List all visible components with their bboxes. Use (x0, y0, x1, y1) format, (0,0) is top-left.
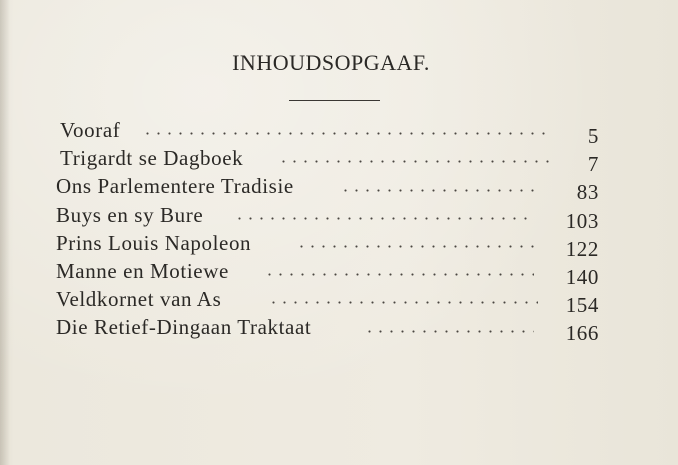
toc-entry (56, 313, 601, 346)
toc-entry-title: Die Retief-Dingaan Traktaat (56, 315, 312, 340)
table-of-contents (56, 116, 601, 346)
toc-entry (56, 172, 601, 205)
toc-entry-page: 7 (587, 152, 599, 177)
toc-entry-title: Prins Louis Napoleon (56, 230, 252, 255)
dot-leader (264, 273, 534, 276)
heading-divider (289, 100, 380, 101)
toc-entry-page: 103 (565, 208, 599, 233)
toc-entry-title: Veldkornet van As (56, 287, 222, 312)
dot-leader (142, 132, 552, 135)
toc-entry (56, 144, 601, 177)
dot-leader (278, 160, 550, 163)
toc-heading-text: INHOUDSOPGAAF. (232, 50, 430, 75)
toc-entry-title: Ons Parlementere Tradisie (56, 174, 294, 199)
toc-entry-title: Buys en sy Bure (56, 202, 204, 227)
dot-leader (364, 330, 534, 333)
toc-entry-page: 166 (565, 321, 599, 346)
toc-heading (0, 50, 678, 76)
dot-leader (234, 217, 534, 220)
toc-entry (56, 229, 601, 261)
toc-entry (56, 285, 601, 318)
toc-entry (56, 257, 601, 289)
toc-entry-title: Trigardt se Dagboek (60, 146, 244, 171)
toc-entry-page: 122 (565, 236, 599, 261)
toc-entry-title: Vooraf (60, 118, 121, 142)
toc-entry (56, 201, 601, 233)
toc-entry-page: 154 (565, 293, 599, 318)
dot-leader (268, 301, 538, 304)
toc-entry-page: 5 (587, 124, 599, 148)
toc-entry-title: Manne en Motiewe (56, 258, 229, 283)
toc-entry-page: 140 (565, 264, 599, 289)
toc-entry-page: 83 (576, 180, 599, 205)
toc-entry (56, 116, 601, 148)
dot-leader (296, 245, 536, 248)
dot-leader (340, 189, 540, 192)
